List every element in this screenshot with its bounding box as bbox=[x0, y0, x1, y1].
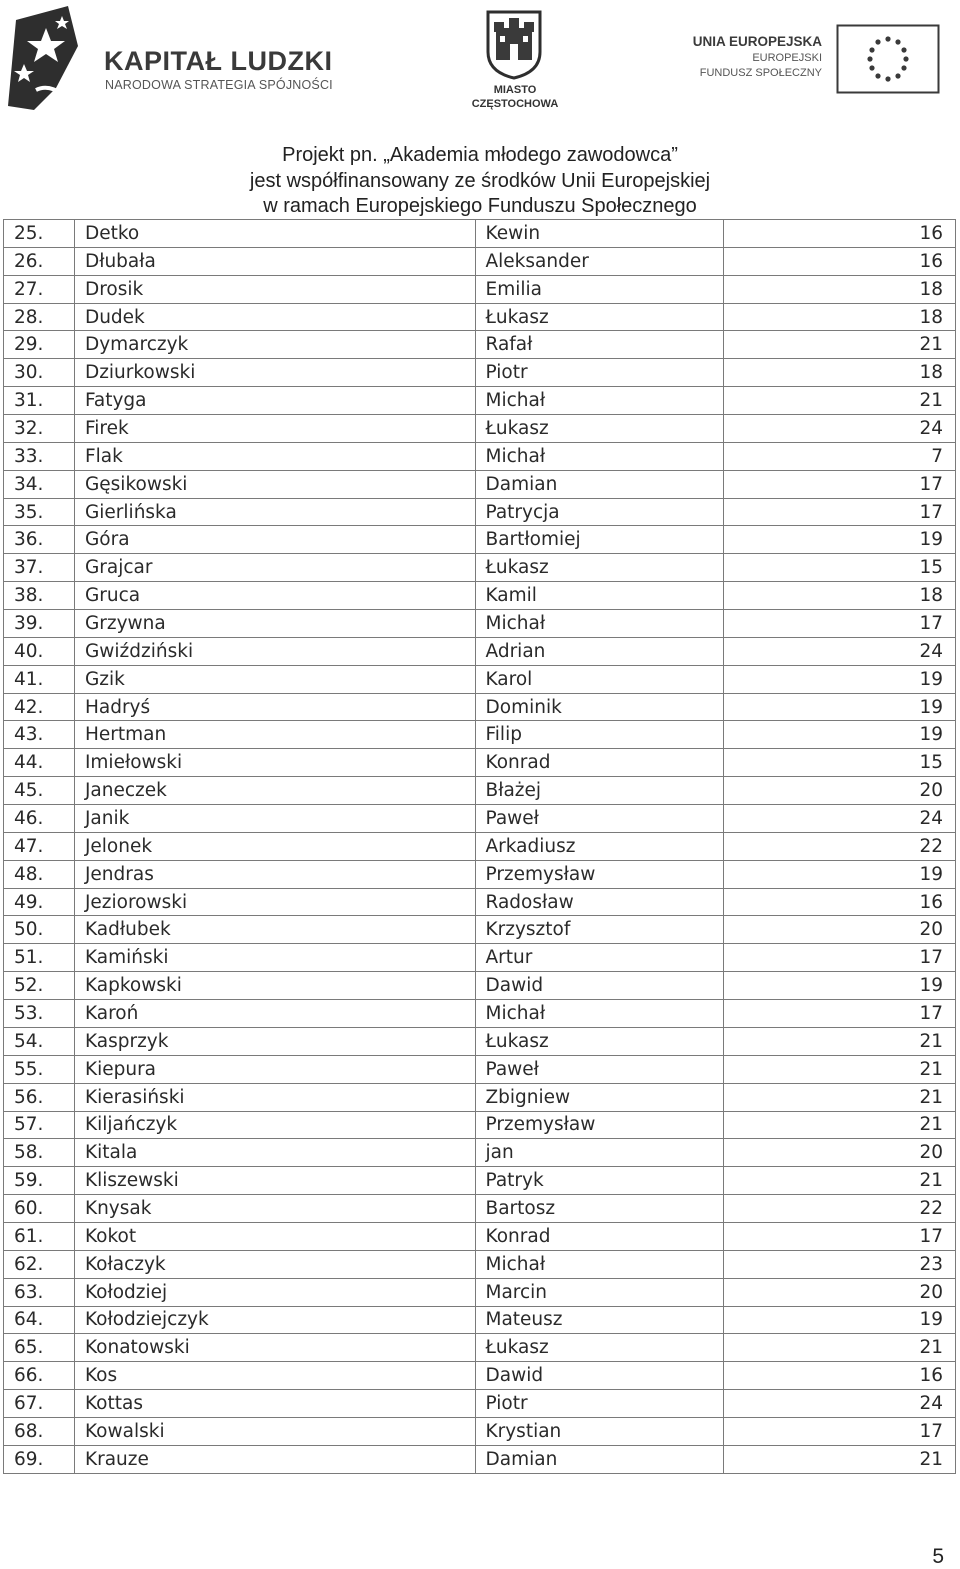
row-number: 60. bbox=[4, 1195, 75, 1223]
surname-cell: Flak bbox=[74, 442, 475, 470]
row-number: 29. bbox=[4, 331, 75, 359]
surname-cell: Hertman bbox=[74, 721, 475, 749]
table-row bbox=[4, 665, 956, 693]
age-cell: 21 bbox=[724, 1445, 956, 1473]
surname-cell: Kos bbox=[74, 1362, 475, 1390]
surname-cell: Grzywna bbox=[74, 610, 475, 638]
surname-cell: Janik bbox=[74, 805, 475, 833]
first-name-cell: Zbigniew bbox=[475, 1083, 724, 1111]
surname-cell: Firek bbox=[74, 415, 475, 443]
surname-cell: Konatowski bbox=[74, 1334, 475, 1362]
table-row bbox=[4, 1417, 956, 1445]
age-cell: 21 bbox=[724, 1334, 956, 1362]
surname-cell: Dziurkowski bbox=[74, 359, 475, 387]
surname-cell: Gęsikowski bbox=[74, 470, 475, 498]
table-row bbox=[4, 1000, 956, 1028]
age-cell: 21 bbox=[724, 331, 956, 359]
first-name-cell: Dominik bbox=[475, 693, 724, 721]
age-cell: 7 bbox=[724, 442, 956, 470]
table-row bbox=[4, 582, 956, 610]
age-cell: 21 bbox=[724, 387, 956, 415]
first-name-cell: Filip bbox=[475, 721, 724, 749]
row-number: 66. bbox=[4, 1362, 75, 1390]
star-logo-icon bbox=[6, 6, 86, 110]
surname-cell: Kołodziej bbox=[74, 1278, 475, 1306]
table-row bbox=[4, 275, 956, 303]
table-row bbox=[4, 1306, 956, 1334]
row-number: 44. bbox=[4, 749, 75, 777]
caption-line-3: w ramach Europejskiego Funduszu Społecznego bbox=[263, 195, 697, 217]
row-number: 39. bbox=[4, 610, 75, 638]
table-row bbox=[4, 1139, 956, 1167]
age-cell: 21 bbox=[724, 1111, 956, 1139]
row-number: 43. bbox=[4, 721, 75, 749]
row-number: 69. bbox=[4, 1445, 75, 1473]
surname-cell: Kapkowski bbox=[74, 972, 475, 1000]
row-number: 45. bbox=[4, 777, 75, 805]
surname-cell: Kamiński bbox=[74, 944, 475, 972]
row-number: 49. bbox=[4, 888, 75, 916]
age-cell: 22 bbox=[724, 1195, 956, 1223]
row-number: 63. bbox=[4, 1278, 75, 1306]
first-name-cell: Kamil bbox=[475, 582, 724, 610]
table-row bbox=[4, 1362, 956, 1390]
age-cell: 17 bbox=[724, 470, 956, 498]
row-number: 65. bbox=[4, 1334, 75, 1362]
row-number: 54. bbox=[4, 1027, 75, 1055]
first-name-cell: Aleksander bbox=[475, 247, 724, 275]
age-cell: 16 bbox=[724, 888, 956, 916]
age-cell: 17 bbox=[724, 944, 956, 972]
table-row bbox=[4, 805, 956, 833]
row-number: 31. bbox=[4, 387, 75, 415]
row-number: 48. bbox=[4, 860, 75, 888]
surname-cell: Kitala bbox=[74, 1139, 475, 1167]
row-number: 52. bbox=[4, 972, 75, 1000]
first-name-cell: Adrian bbox=[475, 637, 724, 665]
page-number: 5 bbox=[932, 1545, 944, 1568]
row-number: 27. bbox=[4, 275, 75, 303]
age-cell: 20 bbox=[724, 916, 956, 944]
first-name-cell: Patrycja bbox=[475, 498, 724, 526]
table-row bbox=[4, 1334, 956, 1362]
age-cell: 24 bbox=[724, 805, 956, 833]
table-row bbox=[4, 832, 956, 860]
first-name-cell: Łukasz bbox=[475, 1334, 724, 1362]
row-number: 32. bbox=[4, 415, 75, 443]
first-name-cell: Arkadiusz bbox=[475, 832, 724, 860]
row-number: 26. bbox=[4, 247, 75, 275]
surname-cell: Jeziorowski bbox=[74, 888, 475, 916]
age-cell: 21 bbox=[724, 1055, 956, 1083]
row-number: 46. bbox=[4, 805, 75, 833]
table-row bbox=[4, 916, 956, 944]
eu-flag-icon bbox=[836, 24, 940, 94]
age-cell: 19 bbox=[724, 665, 956, 693]
table-row bbox=[4, 610, 956, 638]
age-cell: 19 bbox=[724, 721, 956, 749]
age-cell: 17 bbox=[724, 498, 956, 526]
surname-cell: Kiljańczyk bbox=[74, 1111, 475, 1139]
age-cell: 17 bbox=[724, 610, 956, 638]
age-cell: 17 bbox=[724, 1000, 956, 1028]
kapital-ludzki-logo bbox=[4, 6, 354, 111]
table-row bbox=[4, 1055, 956, 1083]
surname-cell: Gzik bbox=[74, 665, 475, 693]
row-number: 67. bbox=[4, 1390, 75, 1418]
table-row bbox=[4, 972, 956, 1000]
surname-cell: Dymarczyk bbox=[74, 331, 475, 359]
surname-cell: Krauze bbox=[74, 1445, 475, 1473]
first-name-cell: Łukasz bbox=[475, 1027, 724, 1055]
age-cell: 21 bbox=[724, 1083, 956, 1111]
eu-logo bbox=[684, 22, 946, 98]
surname-cell: Hadryś bbox=[74, 693, 475, 721]
surname-cell: Gierlińska bbox=[74, 498, 475, 526]
surname-cell: Janeczek bbox=[74, 777, 475, 805]
table-row bbox=[4, 220, 956, 248]
row-number: 58. bbox=[4, 1139, 75, 1167]
surname-cell: Dłubała bbox=[74, 247, 475, 275]
table-row bbox=[4, 637, 956, 665]
surname-cell: Imiełowski bbox=[74, 749, 475, 777]
table-row bbox=[4, 526, 956, 554]
age-cell: 20 bbox=[724, 1139, 956, 1167]
first-name-cell: Łukasz bbox=[475, 554, 724, 582]
table-row bbox=[4, 1111, 956, 1139]
first-name-cell: jan bbox=[475, 1139, 724, 1167]
first-name-cell: Michał bbox=[475, 1250, 724, 1278]
age-cell: 15 bbox=[724, 749, 956, 777]
row-number: 30. bbox=[4, 359, 75, 387]
czestochowa-logo bbox=[455, 6, 575, 114]
surname-cell: Jelonek bbox=[74, 832, 475, 860]
table-row bbox=[4, 1195, 956, 1223]
surname-cell: Dudek bbox=[74, 303, 475, 331]
first-name-cell: Łukasz bbox=[475, 303, 724, 331]
first-name-cell: Artur bbox=[475, 944, 724, 972]
age-cell: 19 bbox=[724, 526, 956, 554]
first-name-cell: Krystian bbox=[475, 1417, 724, 1445]
surname-cell: Góra bbox=[74, 526, 475, 554]
age-cell: 16 bbox=[724, 1362, 956, 1390]
surname-cell: Fatyga bbox=[74, 387, 475, 415]
first-name-cell: Dawid bbox=[475, 972, 724, 1000]
age-cell: 18 bbox=[724, 303, 956, 331]
table-row bbox=[4, 470, 956, 498]
first-name-cell: Przemysław bbox=[475, 1111, 724, 1139]
row-number: 37. bbox=[4, 554, 75, 582]
table-row bbox=[4, 415, 956, 443]
table-row bbox=[4, 944, 956, 972]
row-number: 61. bbox=[4, 1222, 75, 1250]
surname-cell: Kołodziejczyk bbox=[74, 1306, 475, 1334]
first-name-cell: Przemysław bbox=[475, 860, 724, 888]
table-row bbox=[4, 387, 956, 415]
surname-cell: Jendras bbox=[74, 860, 475, 888]
row-number: 55. bbox=[4, 1055, 75, 1083]
first-name-cell: Paweł bbox=[475, 1055, 724, 1083]
first-name-cell: Rafał bbox=[475, 331, 724, 359]
surname-cell: Karoń bbox=[74, 1000, 475, 1028]
table-row bbox=[4, 749, 956, 777]
age-cell: 19 bbox=[724, 860, 956, 888]
age-cell: 15 bbox=[724, 554, 956, 582]
participants-table-body bbox=[4, 220, 956, 1474]
first-name-cell: Michał bbox=[475, 610, 724, 638]
row-number: 53. bbox=[4, 1000, 75, 1028]
age-cell: 16 bbox=[724, 247, 956, 275]
eu-title: UNIA EUROPEJSKA bbox=[692, 34, 822, 49]
first-name-cell: Piotr bbox=[475, 1390, 724, 1418]
first-name-cell: Kewin bbox=[475, 220, 724, 248]
project-caption bbox=[0, 143, 960, 220]
age-cell: 18 bbox=[724, 275, 956, 303]
table-row bbox=[4, 331, 956, 359]
table-row bbox=[4, 693, 956, 721]
table-row bbox=[4, 888, 956, 916]
first-name-cell: Błażej bbox=[475, 777, 724, 805]
row-number: 51. bbox=[4, 944, 75, 972]
caption-line-1: Projekt pn. „Akademia młodego zawodowca” bbox=[282, 144, 678, 166]
surname-cell: Gruca bbox=[74, 582, 475, 610]
surname-cell: Gwiździński bbox=[74, 637, 475, 665]
row-number: 33. bbox=[4, 442, 75, 470]
first-name-cell: Michał bbox=[475, 442, 724, 470]
table-row bbox=[4, 498, 956, 526]
surname-cell: Detko bbox=[74, 220, 475, 248]
first-name-cell: Damian bbox=[475, 1445, 724, 1473]
age-cell: 20 bbox=[724, 1278, 956, 1306]
row-number: 42. bbox=[4, 693, 75, 721]
table-row bbox=[4, 1390, 956, 1418]
table-row bbox=[4, 1027, 956, 1055]
caption-line-2: jest współfinansowany ze środków Unii Europejskiej bbox=[249, 169, 711, 192]
table-row bbox=[4, 1278, 956, 1306]
kapital-ludzki-title: KAPITAŁ LUDZKI bbox=[104, 46, 333, 76]
surname-cell: Kiepura bbox=[74, 1055, 475, 1083]
age-cell: 16 bbox=[724, 220, 956, 248]
table-row bbox=[4, 860, 956, 888]
surname-cell: Kadłubek bbox=[74, 916, 475, 944]
first-name-cell: Dawid bbox=[475, 1362, 724, 1390]
row-number: 47. bbox=[4, 832, 75, 860]
row-number: 25. bbox=[4, 220, 75, 248]
age-cell: 23 bbox=[724, 1250, 956, 1278]
age-cell: 21 bbox=[724, 1027, 956, 1055]
first-name-cell: Karol bbox=[475, 665, 724, 693]
row-number: 56. bbox=[4, 1083, 75, 1111]
row-number: 38. bbox=[4, 582, 75, 610]
age-cell: 18 bbox=[724, 582, 956, 610]
age-cell: 24 bbox=[724, 415, 956, 443]
age-cell: 20 bbox=[724, 777, 956, 805]
table-row bbox=[4, 303, 956, 331]
table-row bbox=[4, 1167, 956, 1195]
row-number: 35. bbox=[4, 498, 75, 526]
age-cell: 22 bbox=[724, 832, 956, 860]
first-name-cell: Łukasz bbox=[475, 415, 724, 443]
row-number: 34. bbox=[4, 470, 75, 498]
eu-subtitle-line1: EUROPEJSKI bbox=[752, 52, 822, 64]
age-cell: 19 bbox=[724, 972, 956, 1000]
row-number: 36. bbox=[4, 526, 75, 554]
age-cell: 21 bbox=[724, 1167, 956, 1195]
participants-table bbox=[3, 219, 956, 1474]
age-cell: 17 bbox=[724, 1222, 956, 1250]
first-name-cell: Bartosz bbox=[475, 1195, 724, 1223]
row-number: 62. bbox=[4, 1250, 75, 1278]
city-label-miasto: MIASTO bbox=[493, 84, 537, 96]
table-row bbox=[4, 442, 956, 470]
surname-cell: Kołaczyk bbox=[74, 1250, 475, 1278]
city-label-name: CZĘSTOCHOWA bbox=[471, 98, 559, 110]
table-row bbox=[4, 1222, 956, 1250]
first-name-cell: Konrad bbox=[475, 749, 724, 777]
first-name-cell: Mateusz bbox=[475, 1306, 724, 1334]
first-name-cell: Konrad bbox=[475, 1222, 724, 1250]
age-cell: 19 bbox=[724, 693, 956, 721]
first-name-cell: Paweł bbox=[475, 805, 724, 833]
eu-subtitle-line2: FUNDUSZ SPOŁECZNY bbox=[699, 67, 822, 79]
table-row bbox=[4, 777, 956, 805]
first-name-cell: Krzysztof bbox=[475, 916, 724, 944]
table-row bbox=[4, 359, 956, 387]
first-name-cell: Piotr bbox=[475, 359, 724, 387]
surname-cell: Kowalski bbox=[74, 1417, 475, 1445]
first-name-cell: Damian bbox=[475, 470, 724, 498]
row-number: 59. bbox=[4, 1167, 75, 1195]
surname-cell: Kokot bbox=[74, 1222, 475, 1250]
surname-cell: Kliszewski bbox=[74, 1167, 475, 1195]
first-name-cell: Patryk bbox=[475, 1167, 724, 1195]
row-number: 64. bbox=[4, 1306, 75, 1334]
city-crest-icon bbox=[484, 8, 544, 80]
row-number: 40. bbox=[4, 637, 75, 665]
table-row bbox=[4, 554, 956, 582]
table-row bbox=[4, 1083, 956, 1111]
surname-cell: Drosik bbox=[74, 275, 475, 303]
age-cell: 19 bbox=[724, 1306, 956, 1334]
table-row bbox=[4, 1250, 956, 1278]
surname-cell: Kottas bbox=[74, 1390, 475, 1418]
table-row bbox=[4, 247, 956, 275]
row-number: 41. bbox=[4, 665, 75, 693]
surname-cell: Knysak bbox=[74, 1195, 475, 1223]
first-name-cell: Michał bbox=[475, 387, 724, 415]
row-number: 57. bbox=[4, 1111, 75, 1139]
surname-cell: Grajcar bbox=[74, 554, 475, 582]
age-cell: 24 bbox=[724, 1390, 956, 1418]
age-cell: 24 bbox=[724, 637, 956, 665]
row-number: 28. bbox=[4, 303, 75, 331]
age-cell: 17 bbox=[724, 1417, 956, 1445]
first-name-cell: Emilia bbox=[475, 275, 724, 303]
surname-cell: Kierasiński bbox=[74, 1083, 475, 1111]
surname-cell: Kasprzyk bbox=[74, 1027, 475, 1055]
row-number: 50. bbox=[4, 916, 75, 944]
age-cell: 18 bbox=[724, 359, 956, 387]
first-name-cell: Michał bbox=[475, 1000, 724, 1028]
first-name-cell: Marcin bbox=[475, 1278, 724, 1306]
first-name-cell: Bartłomiej bbox=[475, 526, 724, 554]
kapital-ludzki-subtitle: NARODOWA STRATEGIA SPÓJNOŚCI bbox=[105, 78, 333, 92]
first-name-cell: Radosław bbox=[475, 888, 724, 916]
row-number: 68. bbox=[4, 1417, 75, 1445]
table-row bbox=[4, 721, 956, 749]
table-row bbox=[4, 1445, 956, 1473]
